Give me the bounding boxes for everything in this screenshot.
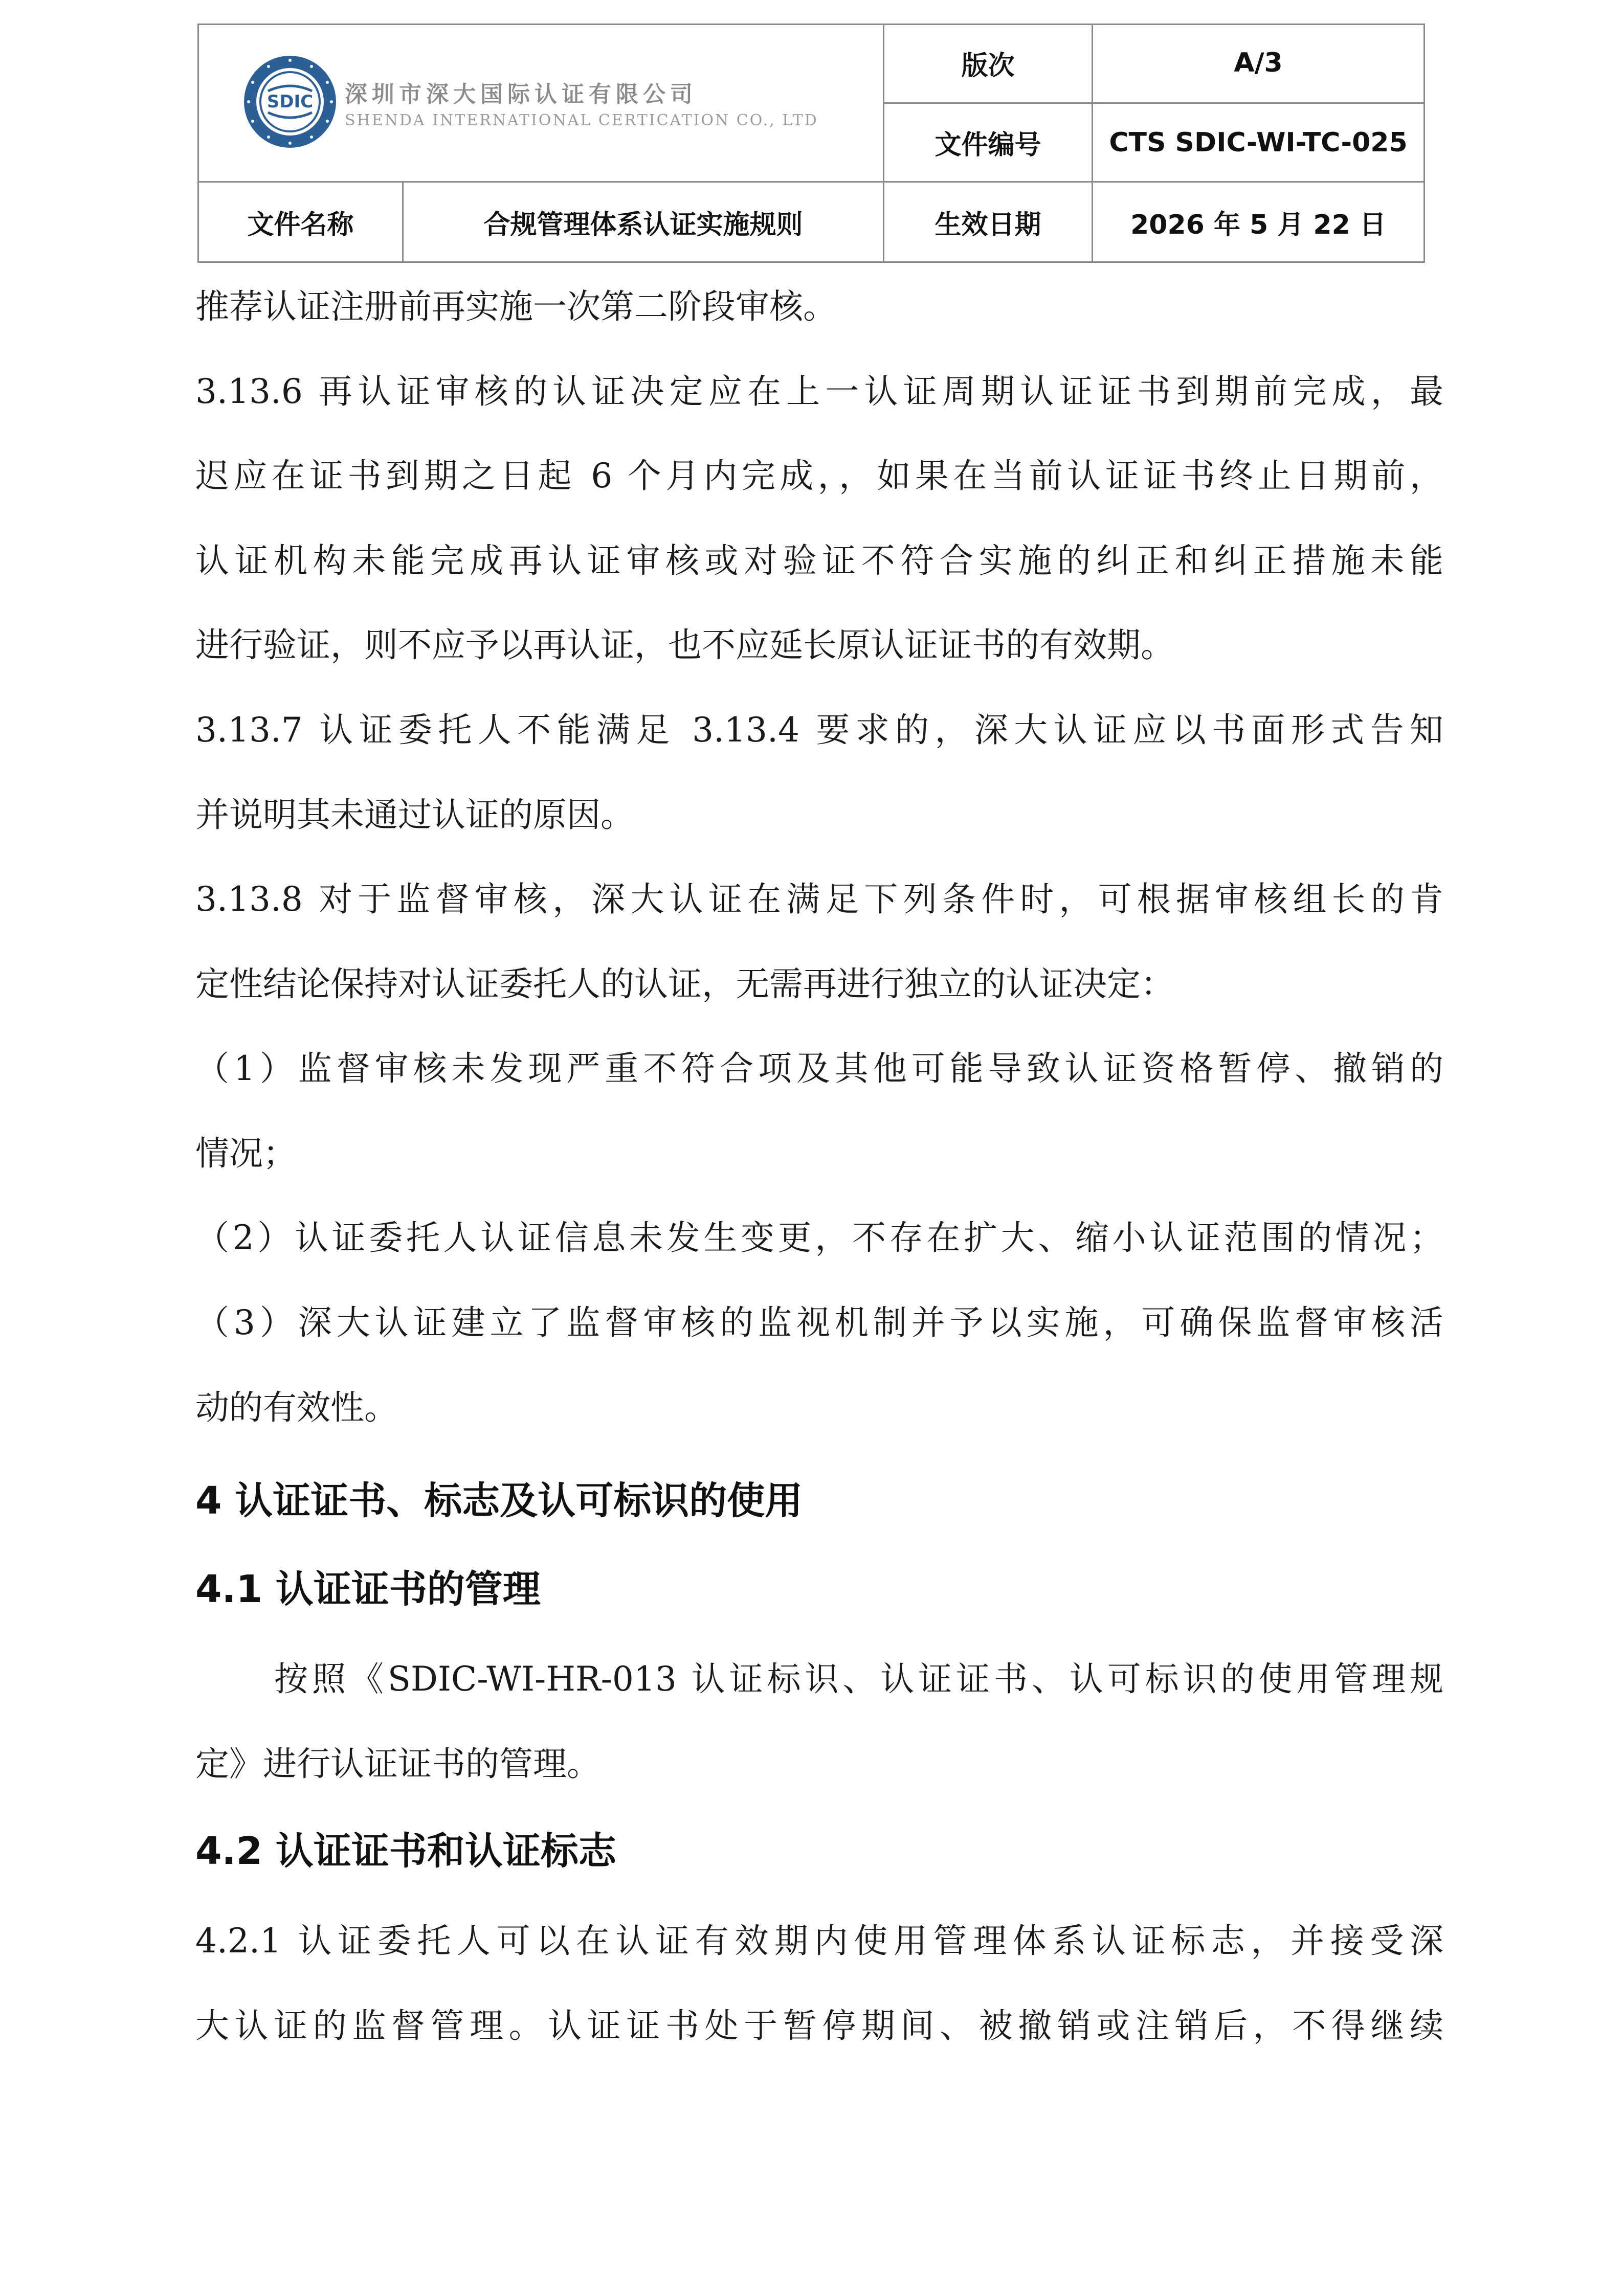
doc-number-label: 文件编号 — [935, 130, 1041, 161]
effective-date-label: 生效日期 — [935, 209, 1041, 240]
body-line: 推荐认证注册前再实施一次第二阶段审核。 — [195, 287, 837, 326]
doc-name-label: 文件名称 — [247, 209, 354, 240]
body-line: （2）认证委托人认证信息未发生变更，不存在扩大、缩小认证范围的情况； — [195, 1218, 1443, 1257]
body-line: 并说明其未通过认证的原因。 — [195, 795, 634, 835]
company-logo — [242, 54, 907, 156]
company-name-en: SHENDA INTERNATIONAL CERTICATION CO., LTD — [345, 111, 818, 129]
body-line: 情况； — [195, 1134, 297, 1173]
table-border-right — [1423, 24, 1425, 263]
body-line: 3.13.6 再认证审核的认证决定应在上一认证周期认证证书到期前完成，最 — [195, 372, 1443, 411]
version-value: A/3 — [1234, 48, 1283, 78]
logo-text: SDIC — [266, 92, 314, 112]
body-line: 认证机构未能完成再认证审核或对验证不符合实施的纠正和纠正措施未能 — [195, 541, 1443, 580]
company-name-cn: 深圳市深大国际认证有限公司 — [345, 81, 697, 107]
doc-name-value: 合规管理体系认证实施规则 — [483, 209, 803, 240]
effective-date-value: 2026 年 5 月 22 日 — [1130, 209, 1386, 240]
body-line: 进行验证，则不应予以再认证，也不应延长原认证证书的有效期。 — [195, 625, 1174, 665]
table-border-bottom — [197, 261, 1425, 263]
version-label: 版次 — [961, 50, 1015, 81]
body-line: 动的有效性。 — [195, 1388, 398, 1427]
body-line: 大认证的监督管理。认证证书处于暂停期间、被撤销或注销后，不得继续 — [195, 2006, 1443, 2045]
body-line: 3.13.8 对于监督审核，深大认证在满足下列条件时，可根据审核组长的肯 — [195, 880, 1443, 919]
body-line: 按照《SDIC-WI-HR-013 认证标识、认证证书、认可标识的使用管理规 — [274, 1659, 1443, 1699]
company-seal-icon — [242, 54, 338, 149]
document-header-table — [197, 24, 1425, 263]
body-line: （1）监督审核未发现严重不符合项及其他可能导致认证资格暂停、撤销的 — [195, 1049, 1443, 1088]
doc-number-value: CTS SDIC-WI-TC-025 — [1109, 127, 1408, 158]
section-heading-4: 4 认证证书、标志及认可标识的使用 — [195, 1479, 803, 1523]
body-line: （3）深大认证建立了监督审核的监视机制并予以实施，可确保监督审核活 — [195, 1303, 1443, 1342]
body-line: 定》进行认证证书的管理。 — [195, 1744, 600, 1784]
body-line: 迟应在证书到期之日起 6 个月内完成，，如果在当前认证证书终止日期前， — [195, 456, 1443, 496]
body-line: 3.13.7 认证委托人不能满足 3.13.4 要求的，深大认证应以书面形式告知 — [195, 710, 1443, 750]
section-heading-4-1: 4.1 认证证书的管理 — [195, 1567, 541, 1611]
body-line: 定性结论保持对认证委托人的认证，无需再进行独立的认证决定： — [195, 964, 1174, 1004]
section-heading-4-2: 4.2 认证证书和认证标志 — [195, 1829, 616, 1873]
body-line: 4.2.1 认证委托人可以在认证有效期内使用管理体系认证标志，并接受深 — [195, 1921, 1443, 1961]
